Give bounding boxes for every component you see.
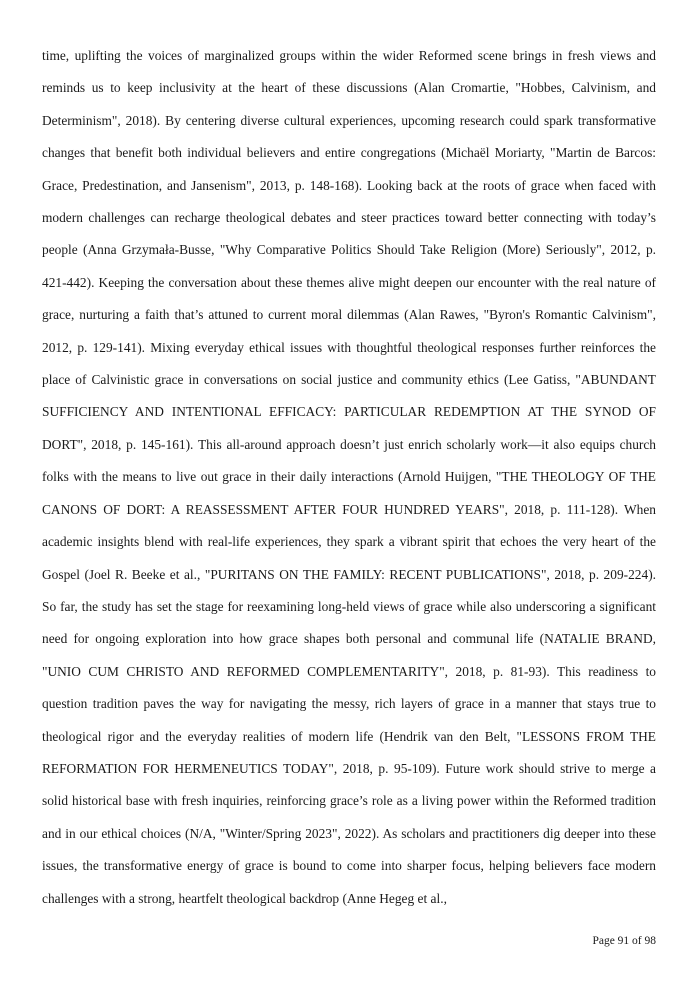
body-paragraph: time, uplifting the voices of marginalized groups within the wider Reformed scene brings in fresh views and reminds us to keep inclusivity at the heart of these discussions (Alan Cromartie, "Hobbes, Calvinism, and Determinism", 2018). By centering diverse cultural experiences, upcoming research could spark transformative changes that benefit both individual believers and entire congregations (Michaël Moriarty, "Martin de Barcos: Grace, Predestination, and Jansenism", 2013, p. 148-168). Looking back at the roots of grace when faced with modern challenges can recharge theological debates and steer practices toward better connecting with today’s people (Anna Grzymała-Busse, "Why Comparative Politics Should Take Religion (More) Seriously", 2012, p. 421-442). Keeping the conversation about these themes alive might deepen our encounter with the real nature of grace, nurturing a faith that’s attuned to current moral dilemmas (Alan Rawes, "Byron's Romantic Calvinism", 2012, p. 129-141). Mixing everyday ethical issues with thoughtful theological responses further reinforces the place of Calvinistic grace in conversations on social justice and community ethics (Lee Gatiss, "ABUNDANT SUFFICIENCY AND INTENTIONAL EFFICACY: PARTICULAR REDEMPTION AT THE SYNOD OF DORT", 2018, p. 145-161). This all-around approach doesn’t just enrich scholarly work—it also equips church folks with the means to live out grace in their daily interactions (Arnold Huijgen, "THE THEOLOGY OF THE CANONS OF DORT: A REASSESSMENT AFTER FOUR HUNDRED YEARS", 2018, p. 111-128). When academic insights blend with real-life experiences, they spark a vibrant spirit that echoes the very heart of the Gospel (Joel R. Beeke et al., "PURITANS ON THE FAMILY: RECENT PUBLICATIONS", 2018, p. 209-224). So far, the study has set the stage for reexamining long-held views of grace while also underscoring a significant need for ongoing exploration into how grace shapes both personal and communal life (NATALIE BRAND, "UNIO CUM CHRISTO AND REFORMED COMPLEMENTARITY", 2018, p. 81-93). This readiness to question tradition paves the way for navigating the messy, rich layers of grace in a manner that stays true to theological rigor and the everyday realities of modern life (Hendrik van den Belt, "LESSONS FROM THE REFORMATION FOR HERMENEUTICS TODAY", 2018, p. 95-109). Future work should strive to merge a solid historical base with fresh inquiries, reinforcing grace’s role as a living power within the Reformed tradition and in our ethical choices (N/A, "Winter/Spring 2023", 2022). As scholars and practitioners dig deeper into these issues, the transformative energy of grace is bound to come into sharper focus, helping believers face modern challenges with a strong, heartfelt theological backdrop (Anne Hegeg et al., (42, 48, 656, 906)
page-number: Page 91 of 98 (592, 935, 656, 947)
